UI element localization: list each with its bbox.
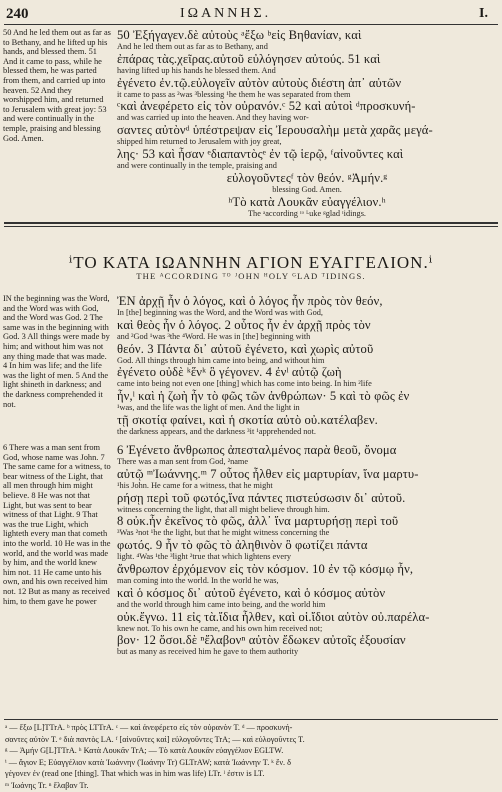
english-gloss: the darkness appears, and the darkness ³it ¹apprehended not. <box>117 426 316 436</box>
english-text-john-1-5: IN the beginning was the Word, and the Word was with God, and the Word was God. 2 The same was in the beginning with God. 3 All things were made by him; and without him was not any thing made that was made. 4 In him was life; and the life was the light of men. 5 And the light shineth in darkness; and the darkness comprehended it not. <box>3 294 110 409</box>
greek-text: βον· 12 ὅσοι.δὲ ⁿἔλαβονⁿ αὐτὸν ἔδωκεν αὐτοῖς ἐξουσίαν <box>117 633 406 648</box>
english-gloss: ¹his John. He came for a witness, that he might <box>117 480 273 490</box>
greek-text: 6 Ἐγένετο ἄνθρωπος ἀπεσταλμένος παρὰ θεοῦ, ὄνομα <box>117 443 397 457</box>
greek-text: καὶ ὁ κόσμος δι᾽ αὐτοῦ ἐγένετο, καὶ ὁ κόσμος αὐτὸν <box>117 585 386 600</box>
english-column-john-1-5 <box>3 294 111 409</box>
english-gloss: and was carried up into the heaven. And they having wor- <box>117 113 309 123</box>
english-text-john-6-12: 6 There was a man sent from God, whose name was John. 7 The same came for a witness, to bear witness of the Light, that all men through him might believe. 8 He was not that Light, but was sent to bear witness of that Light. 9 That was the true Light, which lighteth every man that cometh into the world. 10 He was in the world, and the world was made by him, and the world knew him not. 11 He came unto his own, and his own received him not. 12 But as many as received him, to them gave he power <box>3 443 111 606</box>
greek-text: σαντες αὐτὸνᵈ ὑπέστρεψαν εἰς Ἰερουσαλὴμ μετὰ χαρᾶς μεγά- <box>117 123 433 138</box>
interlinear-line <box>117 586 497 610</box>
greek-text: φωτός. 9 ἦν τὸ φῶς τὸ ἀληθινὸν ὃ φωτίζει πάντα <box>117 538 368 553</box>
footnote-line: ⁱ — ἅγιον E; Εὐαγγέλιον κατὰ Ἰωάννην (Ἰωάνην Tr) GLTrAW; κατὰ Ἰωάννην T. ᵏ ἕν. δ <box>5 757 292 767</box>
footnotes <box>5 722 497 792</box>
greek-text: ρήσῃ περὶ τοῦ φωτός,ἵνα πάντες πιστεύσωσιν δι᾽ αὐτοῦ. <box>117 490 406 505</box>
greek-text: ἐγένετο ἐν.τῷ.εὐλογεῖν αὐτὸν αὐτοὺς διέστη ἀπ᾽ αὐτῶν <box>117 75 402 90</box>
greek-text: αὐτῷ ᵐἸωάννης.ᵐ 7 οὗτος ἦλθεν εἰς μαρτυρίαν, ἵνα μαρτυ- <box>117 466 419 481</box>
footnote-line: ᵃ — ἔξω [L]TTrA. ᵇ πρὸς LTTrA. ᶜ — καὶ ἀνεφέρετο εἰς τὸν οὐρανὸν T. ᵈ — προσκυνή- <box>5 723 293 732</box>
interlinear-line <box>117 76 497 100</box>
english-column-luke <box>3 28 111 143</box>
header-rule <box>4 24 498 25</box>
page-header <box>0 6 502 26</box>
interlinear-line <box>117 443 497 467</box>
english-gloss: light. ⁴Was ¹the ³light ²true that which lightens every <box>117 552 291 562</box>
greek-text: ᶜκαὶ ἀνεφέρετο εἰς τὸν οὐρανόν.ᶜ 52 καὶ αὐτοὶ ᵈπροσκυνή- <box>117 99 416 114</box>
interlinear-john-6-12 <box>117 443 497 657</box>
english-gloss: having lifted up his hands he blessed them. And <box>117 65 276 75</box>
running-title: ΙΩΑΝΝΗΣ. <box>180 6 272 21</box>
interlinear-line <box>117 562 497 586</box>
english-gloss: came into being not even one [thing] which has come into being. In him ²life <box>117 379 372 389</box>
english-gloss: There was a man sent from God, ²name <box>117 457 249 466</box>
interlinear-line <box>117 318 497 342</box>
greek-text: ἐγένετο οὐδὲ ᵏἕνᵏ ὃ γέγονεν. 4 ἐνˡ αὐτῷ ζωὴ <box>117 365 342 380</box>
english-gloss: witness concerning the light, that all might believe through him. <box>117 504 330 514</box>
book-title-greek: ⁱΤΟ ΚΑΤΑ ΙΩΑΝΝΗΝ ΑΓΙΟΝ ΕΥΑΓΓΕΛΙΟΝ.ⁱ <box>68 253 434 272</box>
footnote-line: σαντες αὐτὸν T. ᵉ διὰ παντὸς LA. ᶠ [αἰνοῦντες καὶ] εὐλογοῦντες TrA; — καὶ εὐλογοῦντες T. <box>5 734 305 744</box>
interlinear-line <box>117 123 497 147</box>
greek-text: ʰΤὸ κατὰ Λουκᾶν εὐαγγέλιον.ʰ <box>228 194 386 209</box>
interlinear-line <box>117 195 497 219</box>
interlinear-line <box>117 491 497 515</box>
interlinear-line <box>117 99 497 123</box>
english-gloss: man coming into the world. In the world he was, <box>117 575 279 585</box>
greek-text: λης· 53 καὶ ἦσαν ᵉδιαπαντὸςᵉ ἐν τῷ ἱερῷ, ᶠαἰνοῦντες καὶ <box>117 146 404 161</box>
interlinear-line <box>117 171 497 195</box>
english-gloss: The ᵃaccording ᵗᵒ ᴸuke ᵍglad ᵗidings. <box>247 208 366 218</box>
english-gloss: God. All things through him came into being, and without him <box>117 355 325 365</box>
greek-text: 8 οὐκ.ἦν ἐκεῖνος τὸ φῶς, ἀλλ᾽ ἵνα μαρτυρήσῃ περὶ τοῦ <box>117 514 399 529</box>
page-number: 240 <box>6 6 29 22</box>
greek-text: ἦν,ˡ καὶ ἡ ζωὴ ἦν τὸ φῶς τῶν ἀνθρώπων· 5 καὶ τὸ φῶς ἐν <box>117 389 410 404</box>
english-gloss: it came to pass as ²was ³blessing ¹he them he was separated from them <box>117 89 351 99</box>
english-gloss: shipped him returned to Jerusalem with joy great, <box>117 137 282 147</box>
greek-text: ἐπάρας τὰς.χεῖρας.αὐτοῦ εὐλόγησεν αὐτούς. 51 καὶ <box>117 51 381 66</box>
interlinear-john-1-5 <box>117 294 497 437</box>
interlinear-line <box>117 538 497 562</box>
footnote-line: γέγονεν ἐν (read one [thing]. That which was in him was life) LTr. ˡ ἐστιν is LT. <box>5 769 265 779</box>
interlinear-line <box>117 467 497 491</box>
section-rule <box>4 226 498 227</box>
book-title <box>8 253 494 281</box>
book-title-english: THE ᴬCCORDING ᵀᴼ ᴶOHN ᴴOLY ᴳLAD ᵀIDINGS. <box>136 271 366 281</box>
footnote-rule <box>4 719 498 720</box>
interlinear-line <box>117 342 497 366</box>
interlinear-line <box>117 633 497 657</box>
greek-text: οὐκ.ἔγνω. 11 εἰς τὰ.ἴδια ἦλθεν, καὶ οἱ.ἴδιοι αὐτὸν οὐ.παρέλα- <box>117 609 430 624</box>
interlinear-line <box>117 294 497 318</box>
interlinear-luke <box>117 28 497 218</box>
english-text-luke: 50 And he led them out as far as to Bethany, and he lifted up his hands, and blessed them. 51 And it came to pass, while he blessed them, he was parted from them, and carried up into heaven. 52 And they worshipped him, and returned to Jerusalem with great joy: 53 and were continually in the temple, praising and blessing God. Amen. <box>3 28 111 143</box>
english-gloss: and ²God ¹was ³the ⁴Word. He was in [the] beginning with <box>117 331 311 341</box>
english-gloss: And he led them out as far as to Bethany, and <box>117 42 268 51</box>
english-gloss: ³Was ²not ¹he the light, but that he might witness concerning the <box>117 528 330 538</box>
english-gloss: and were continually in the temple, praising and <box>117 160 277 170</box>
greek-text: τῇ σκοτίᾳ φαίνει, καὶ ἡ σκοτία αὐτὸ οὐ.κατέλαβεν. <box>117 412 378 427</box>
english-column-john-6-12 <box>3 443 111 606</box>
english-gloss: ¹was, and the life was the light of men. And the light in <box>117 403 300 413</box>
footnote-line: ᵐ Ἰωάνης Tr. ⁿ ἔλαβαν Tr. <box>5 780 89 790</box>
english-gloss: but as many as received him he gave to them authority <box>117 647 299 657</box>
interlinear-line <box>117 413 497 437</box>
greek-text: ἘΝ ἀρχῇ ἦν ὁ λόγος, καὶ ὁ λόγος ἦν πρὸς τὸν θεόν, <box>117 294 383 308</box>
english-gloss: knew not. To his own he came, and his own him received not; <box>117 623 323 633</box>
interlinear-line <box>117 52 497 76</box>
greek-text: ἄνθρωπον ἐρχόμενον εἰς τὸν κόσμον. 10 ἐν τῷ κόσμῳ ἦν, <box>117 561 414 576</box>
greek-text: θεόν. 3 Πάντα δι᾽ αὐτοῦ ἐγένετο, καὶ χωρὶς αὐτοῦ <box>117 341 374 356</box>
footnote-line: ᵍ — Ἀμήν G[L]TTrA. ʰ Κατὰ Λουκᾶν TrA; — Τὸ κατὰ Λουκᾶν εὐαγγέλιον EGLTW. <box>5 746 284 756</box>
interlinear-line <box>117 147 497 171</box>
greek-text: καὶ θεὸς ἦν ὁ λόγος. 2 οὗτος ἦν ἐν ἀρχῇ πρὸς τὸν <box>117 317 371 332</box>
chapter-number: I. <box>479 6 488 21</box>
interlinear-line <box>117 365 497 389</box>
interlinear-line <box>117 389 497 413</box>
section-rule <box>4 222 498 224</box>
interlinear-line <box>117 28 497 52</box>
greek-text: εὐλογοῦντεςᶠ τὸν θεόν. ᵍἈμήν.ᵍ <box>226 170 388 185</box>
greek-text: 50 Ἐξήγαγεν.δὲ αὐτοὺς ᵃἔξω ᵇεἰς Βηθανίαν, καὶ <box>117 28 362 42</box>
interlinear-line <box>117 514 497 538</box>
english-gloss: In [the] beginning was the Word, and the Word was with God, <box>117 308 323 317</box>
interlinear-line <box>117 610 497 634</box>
english-gloss: and the world through him came into being, and the world him <box>117 599 326 609</box>
english-gloss: blessing God. Amen. <box>272 184 342 194</box>
